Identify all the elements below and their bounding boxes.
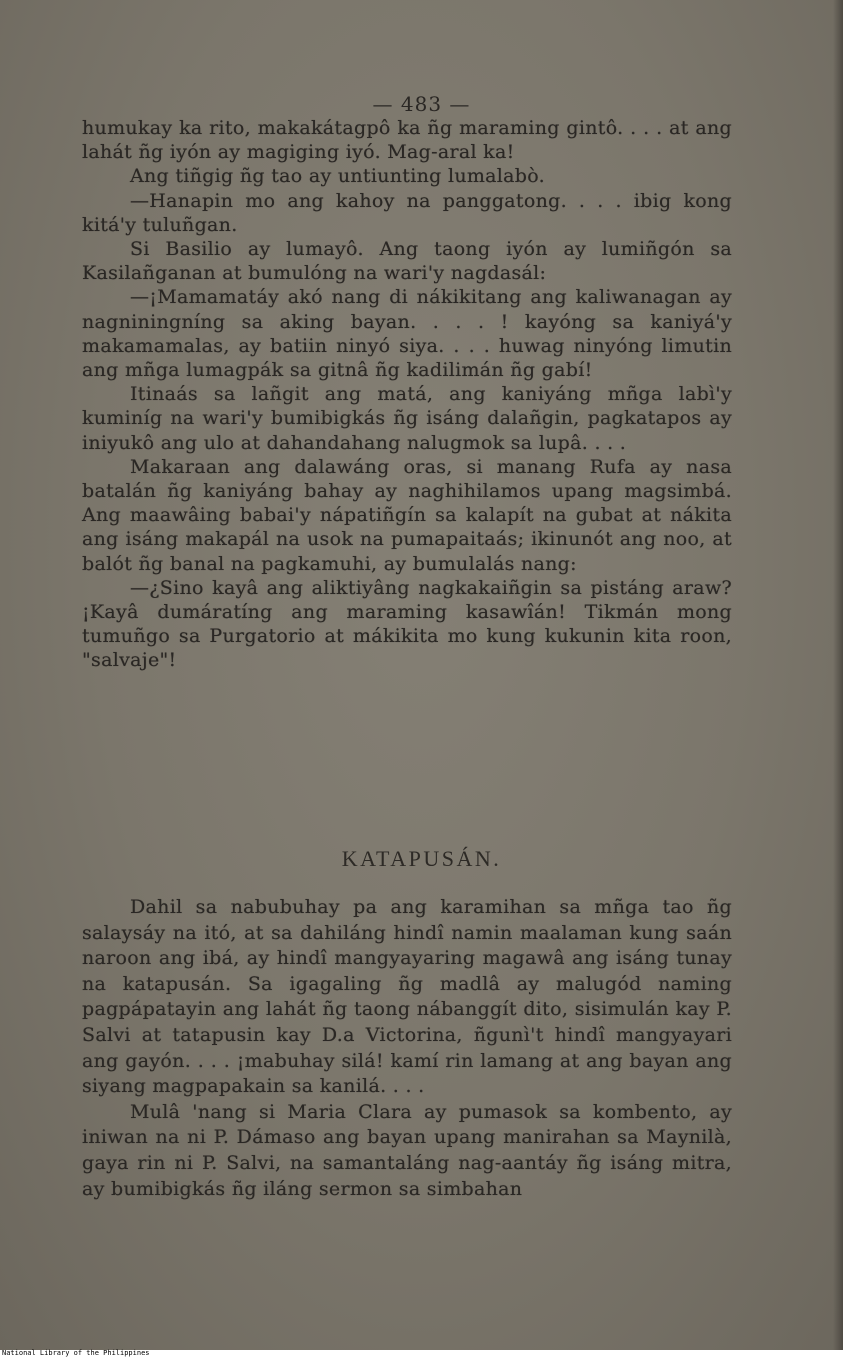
- paragraph: —Hanapin mo ang kahoy na panggatong. . . . ibig kong kitá'y tuluñgan.: [82, 189, 732, 236]
- paragraph: —¡Mamamatáy akó nang di nákikitang ang kaliwanagan ay nagniningníng sa aking bayan. . . . ! kayóng sa kaniyá'y makamamalas, ay batiin ninyó siya. . . . huwag ninyóng limutin ang mñga lumagpák sa gitnâ ñg kadilimán ñg gabí!: [82, 286, 732, 382]
- paragraph: Ang tiñgig ñg tao ay untiunting lumalabò.: [130, 165, 546, 188]
- paragraph: Dahil sa nabubuhay pa ang karamihan sa mñga tao ñg salaysáy na itó, at sa dahiláng hindî namin maalaman kung saán naroon ang ibá, ay hindî mangyayaring magawâ ang isáng tunay na katapusán. Sa igagaling ñg madlâ ay malugód naming pagpápatayin ang lahát ñg taong nábanggít dito, sisimulán kay P. Salvi at tatapusin kay D.a Victorina, ñgunì't hindî mangyayari ang gayón. . . . ¡mabuhay silá! kamí rin lamang at ang bayan ang siyang magpapakain sa kanilá. . . .: [82, 896, 732, 1098]
- section-heading: KATAPUSÁN.: [341, 846, 502, 871]
- paragraph: Makaraan ang dalawáng oras, si manang Rufa ay nasa batalán ñg kaniyáng bahay ay naghihilamos upang magsimbá. Ang maawâing babai'y nápatiñgín sa kalapít na gubat at nákita ang isáng makapál na usok na pumapaitaás; ikinunót ang noo, at balót ñg banal na pagkamuhi, ay bumulalás nang:: [82, 455, 732, 575]
- page-number: — 483 —: [372, 92, 471, 116]
- page-edge-shadow: [833, 0, 843, 1350]
- footer-bar: [0, 1350, 843, 1358]
- paragraph: Mulâ 'nang si Maria Clara ay pumasok sa kombento, ay iniwan na ni P. Dámaso ang bayan upang manirahan sa Maynilà, gaya rin ni P. Salvi, na samantaláng nag-aantáy ñg isáng mitra, ay bumibigkás ñg iláng sermon sa simbahan: [82, 1100, 732, 1200]
- paragraph: —¿Sino kayâ ang aliktiyâng nagkakaiñgin sa pistáng araw? ¡Kayâ dumáratíng ang maraming kasawîán! Tikmán mong tumuñgo sa Purgatorio at mákikita mo kung kukunin kita roon, "salvaje"!: [82, 576, 732, 672]
- paragraph: Si Basilio ay lumayô. Ang taong iyón ay lumiñgón sa Kasilañganan at bumulóng na wari'y nagdasál:: [82, 238, 732, 285]
- paragraph: Itinaás sa lañgit ang matá, ang kaniyáng mñga labì'y kuminíg na wari'y bumibigkás ñg isáng dalañgin, pagkatapos ay iniyukô ang ulo at dahandahang nalugmok sa lupâ. . . .: [82, 383, 732, 454]
- paragraph: humukay ka rito, makakátagpô ka ñg maraming gintô. . . . at ang lahát ñg iyón ay magiging iyó. Mag-aral ka!: [82, 117, 732, 164]
- footer-credit: National Library of the Philippines: [2, 1349, 150, 1357]
- text-block-top: [82, 116, 732, 673]
- text-block-bottom: [82, 895, 732, 1202]
